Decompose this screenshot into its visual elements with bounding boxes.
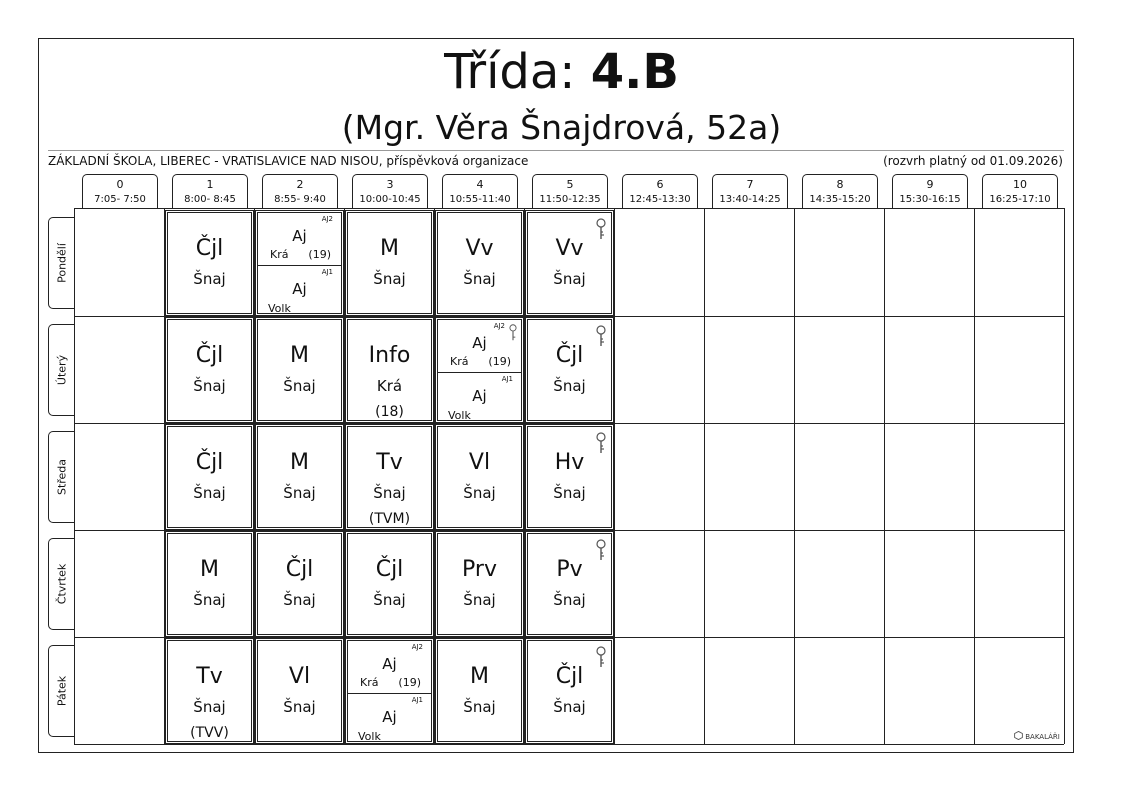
period-header-8: 8 14:35-15:20 — [802, 174, 878, 208]
lesson-room: (18) — [375, 404, 404, 420]
lesson-teacher: Šnaj — [373, 270, 406, 288]
lesson-subject: Aj — [382, 708, 397, 726]
lesson-subject: M — [380, 236, 399, 261]
lesson-subject: Pv — [556, 557, 583, 582]
day-label-friday: Pátek — [48, 645, 74, 737]
lesson-cell[interactable] — [527, 533, 612, 635]
lesson-subject: Čjl — [195, 343, 224, 368]
lesson-subject: M — [290, 450, 309, 475]
group-tag: AJ1 — [411, 696, 423, 704]
day-label-thursday: Čtvrtek — [48, 538, 74, 630]
lesson-subject: Aj — [382, 655, 397, 673]
grid-line — [884, 208, 885, 744]
group-lesson[interactable] — [348, 694, 431, 746]
page-title: Třída: 4.B — [444, 44, 679, 100]
bakalari-logo: BAKALÁŘI — [1014, 731, 1060, 741]
lesson-teacher: Krá — [270, 248, 289, 261]
lesson-cell[interactable] — [347, 533, 432, 635]
period-header-3: 3 10:00-10:45 — [352, 174, 428, 208]
lesson-subject: Hv — [554, 450, 585, 475]
lesson-subject: M — [470, 664, 489, 689]
lesson-cell[interactable] — [527, 426, 612, 528]
day-label-wednesday: Středa — [48, 431, 74, 523]
lesson-cell[interactable] — [167, 319, 252, 421]
lesson-room: (19) — [308, 248, 331, 261]
period-header-6: 6 12:45-13:30 — [622, 174, 698, 208]
grid-line — [74, 637, 1064, 638]
day-label-tuesday: Úterý — [48, 324, 74, 416]
lesson-teacher: Šnaj — [373, 484, 406, 502]
lesson-teacher: Šnaj — [463, 591, 496, 609]
lesson-teacher: Krá — [450, 355, 469, 368]
lesson-teacher: Šnaj — [283, 484, 316, 502]
group-tag: AJ1 — [501, 375, 513, 383]
period-header-7: 7 13:40-14:25 — [712, 174, 788, 208]
lesson-cell[interactable] — [167, 212, 252, 314]
lesson-teacher: Šnaj — [463, 698, 496, 716]
grid-line — [614, 208, 615, 744]
lesson-subject: M — [200, 557, 219, 582]
lesson-teacher: Šnaj — [283, 591, 316, 609]
group-tag: AJ2 — [411, 643, 423, 651]
lesson-cell[interactable] — [437, 426, 522, 528]
grid-line — [524, 208, 525, 744]
lesson-subject: M — [290, 343, 309, 368]
lesson-cell[interactable] — [347, 426, 432, 528]
lesson-subject: Aj — [472, 334, 487, 352]
lesson-teacher: Šnaj — [463, 270, 496, 288]
lesson-cell[interactable] — [257, 319, 342, 421]
lesson-subject: Info — [368, 343, 411, 368]
period-header-1: 1 8:00- 8:45 — [172, 174, 248, 208]
lesson-cell[interactable] — [527, 212, 612, 314]
lesson-subject: Aj — [292, 280, 307, 298]
group-lesson[interactable] — [438, 373, 521, 425]
lesson-teacher: Šnaj — [283, 698, 316, 716]
lesson-cell[interactable] — [347, 212, 432, 314]
lesson-teacher: Šnaj — [553, 591, 586, 609]
lesson-cell[interactable] — [167, 426, 252, 528]
grid-line — [974, 208, 975, 744]
lesson-subject: Vl — [468, 450, 491, 475]
lesson-teacher: Šnaj — [193, 377, 226, 395]
lesson-cell[interactable] — [347, 319, 432, 421]
grid-line — [794, 208, 795, 744]
lesson-cell[interactable] — [437, 212, 522, 314]
period-header-4: 4 10:55-11:40 — [442, 174, 518, 208]
lesson-teacher: Šnaj — [193, 270, 226, 288]
lesson-room: (TVM) — [368, 511, 411, 527]
lesson-teacher: Šnaj — [283, 377, 316, 395]
grid-line — [74, 208, 75, 744]
lesson-cell[interactable] — [527, 640, 612, 742]
lesson-subject: Vv — [555, 236, 584, 261]
lesson-subject: Čjl — [375, 557, 404, 582]
grid-line — [74, 208, 1064, 209]
class-name: 4.B — [590, 44, 679, 100]
lesson-room: (TVV) — [190, 725, 229, 741]
lesson-subject: Prv — [462, 557, 497, 582]
validity-note: (rozvrh platný od 01.09.2026) — [883, 154, 1063, 168]
lesson-cell[interactable] — [257, 533, 342, 635]
lesson-cell[interactable] — [167, 640, 252, 742]
lesson-subject: Čjl — [555, 343, 584, 368]
group-lesson[interactable] — [258, 266, 341, 318]
class-teacher: (Mgr. Věra Šnajdrová, 52a) — [341, 108, 782, 147]
group-tag: AJ1 — [321, 268, 333, 276]
header-divider — [48, 150, 1064, 151]
lesson-subject: Čjl — [195, 236, 224, 261]
grid-line — [1064, 208, 1065, 744]
lesson-subject: Aj — [292, 227, 307, 245]
lesson-room: (19) — [488, 355, 511, 368]
group-tag: AJ2 — [321, 215, 333, 223]
lesson-teacher: Volk — [268, 302, 291, 315]
lesson-teacher: Šnaj — [553, 270, 586, 288]
grid-line — [344, 208, 345, 744]
grid-line — [164, 208, 165, 744]
lesson-cell[interactable] — [167, 533, 252, 635]
lesson-teacher: Volk — [448, 409, 471, 422]
period-header-2: 2 8:55- 9:40 — [262, 174, 338, 208]
grid-line — [434, 208, 435, 744]
lesson-cell[interactable] — [437, 640, 522, 742]
group-lesson[interactable] — [438, 320, 521, 373]
grid-line — [74, 423, 1064, 424]
grid-line — [704, 208, 705, 744]
period-header-0: 0 7:05- 7:50 — [82, 174, 158, 208]
period-header-10: 10 16:25-17:10 — [982, 174, 1058, 208]
lesson-teacher: Šnaj — [553, 377, 586, 395]
lesson-subject: Čjl — [285, 557, 314, 582]
grid-line — [74, 744, 1064, 745]
group-lesson[interactable] — [258, 213, 341, 266]
lesson-cell[interactable] — [257, 426, 342, 528]
lesson-teacher: Šnaj — [463, 484, 496, 502]
day-label-monday: Pondělí — [48, 217, 74, 309]
split-lesson-cell[interactable] — [347, 640, 432, 742]
bakalari-logo-icon — [1014, 731, 1023, 740]
lesson-teacher: Šnaj — [373, 591, 406, 609]
lesson-subject: Čjl — [555, 664, 584, 689]
lesson-cell[interactable] — [527, 319, 612, 421]
lesson-subject: Vl — [288, 664, 311, 689]
lesson-cell[interactable] — [437, 533, 522, 635]
lesson-subject: Vv — [465, 236, 494, 261]
lesson-subject: Tv — [196, 664, 223, 689]
period-header-5: 5 11:50-12:35 — [532, 174, 608, 208]
lesson-teacher: Šnaj — [193, 484, 226, 502]
lesson-subject: Tv — [376, 450, 403, 475]
period-header-9: 9 15:30-16:15 — [892, 174, 968, 208]
lesson-teacher: Volk — [358, 730, 381, 743]
lesson-teacher: Šnaj — [553, 484, 586, 502]
grid-line — [254, 208, 255, 744]
lesson-teacher: Krá — [360, 676, 379, 689]
lesson-teacher: Krá — [376, 377, 403, 395]
lesson-room: (19) — [398, 676, 421, 689]
lesson-subject: Aj — [472, 387, 487, 405]
split-lesson-cell[interactable] — [257, 212, 342, 314]
lesson-teacher: Šnaj — [193, 698, 226, 716]
grid-line — [74, 530, 1064, 531]
lesson-teacher: Šnaj — [193, 591, 226, 609]
school-name: ZÁKLADNÍ ŠKOLA, LIBEREC - VRATISLAVICE NAD NISOU, příspěvková organizace — [48, 154, 529, 168]
lesson-cell[interactable] — [257, 640, 342, 742]
grid-line — [74, 316, 1064, 317]
group-tag: AJ2 — [493, 322, 505, 330]
lesson-teacher: Šnaj — [553, 698, 586, 716]
lesson-subject: Čjl — [195, 450, 224, 475]
split-lesson-cell[interactable] — [437, 319, 522, 421]
group-lesson[interactable] — [348, 641, 431, 694]
